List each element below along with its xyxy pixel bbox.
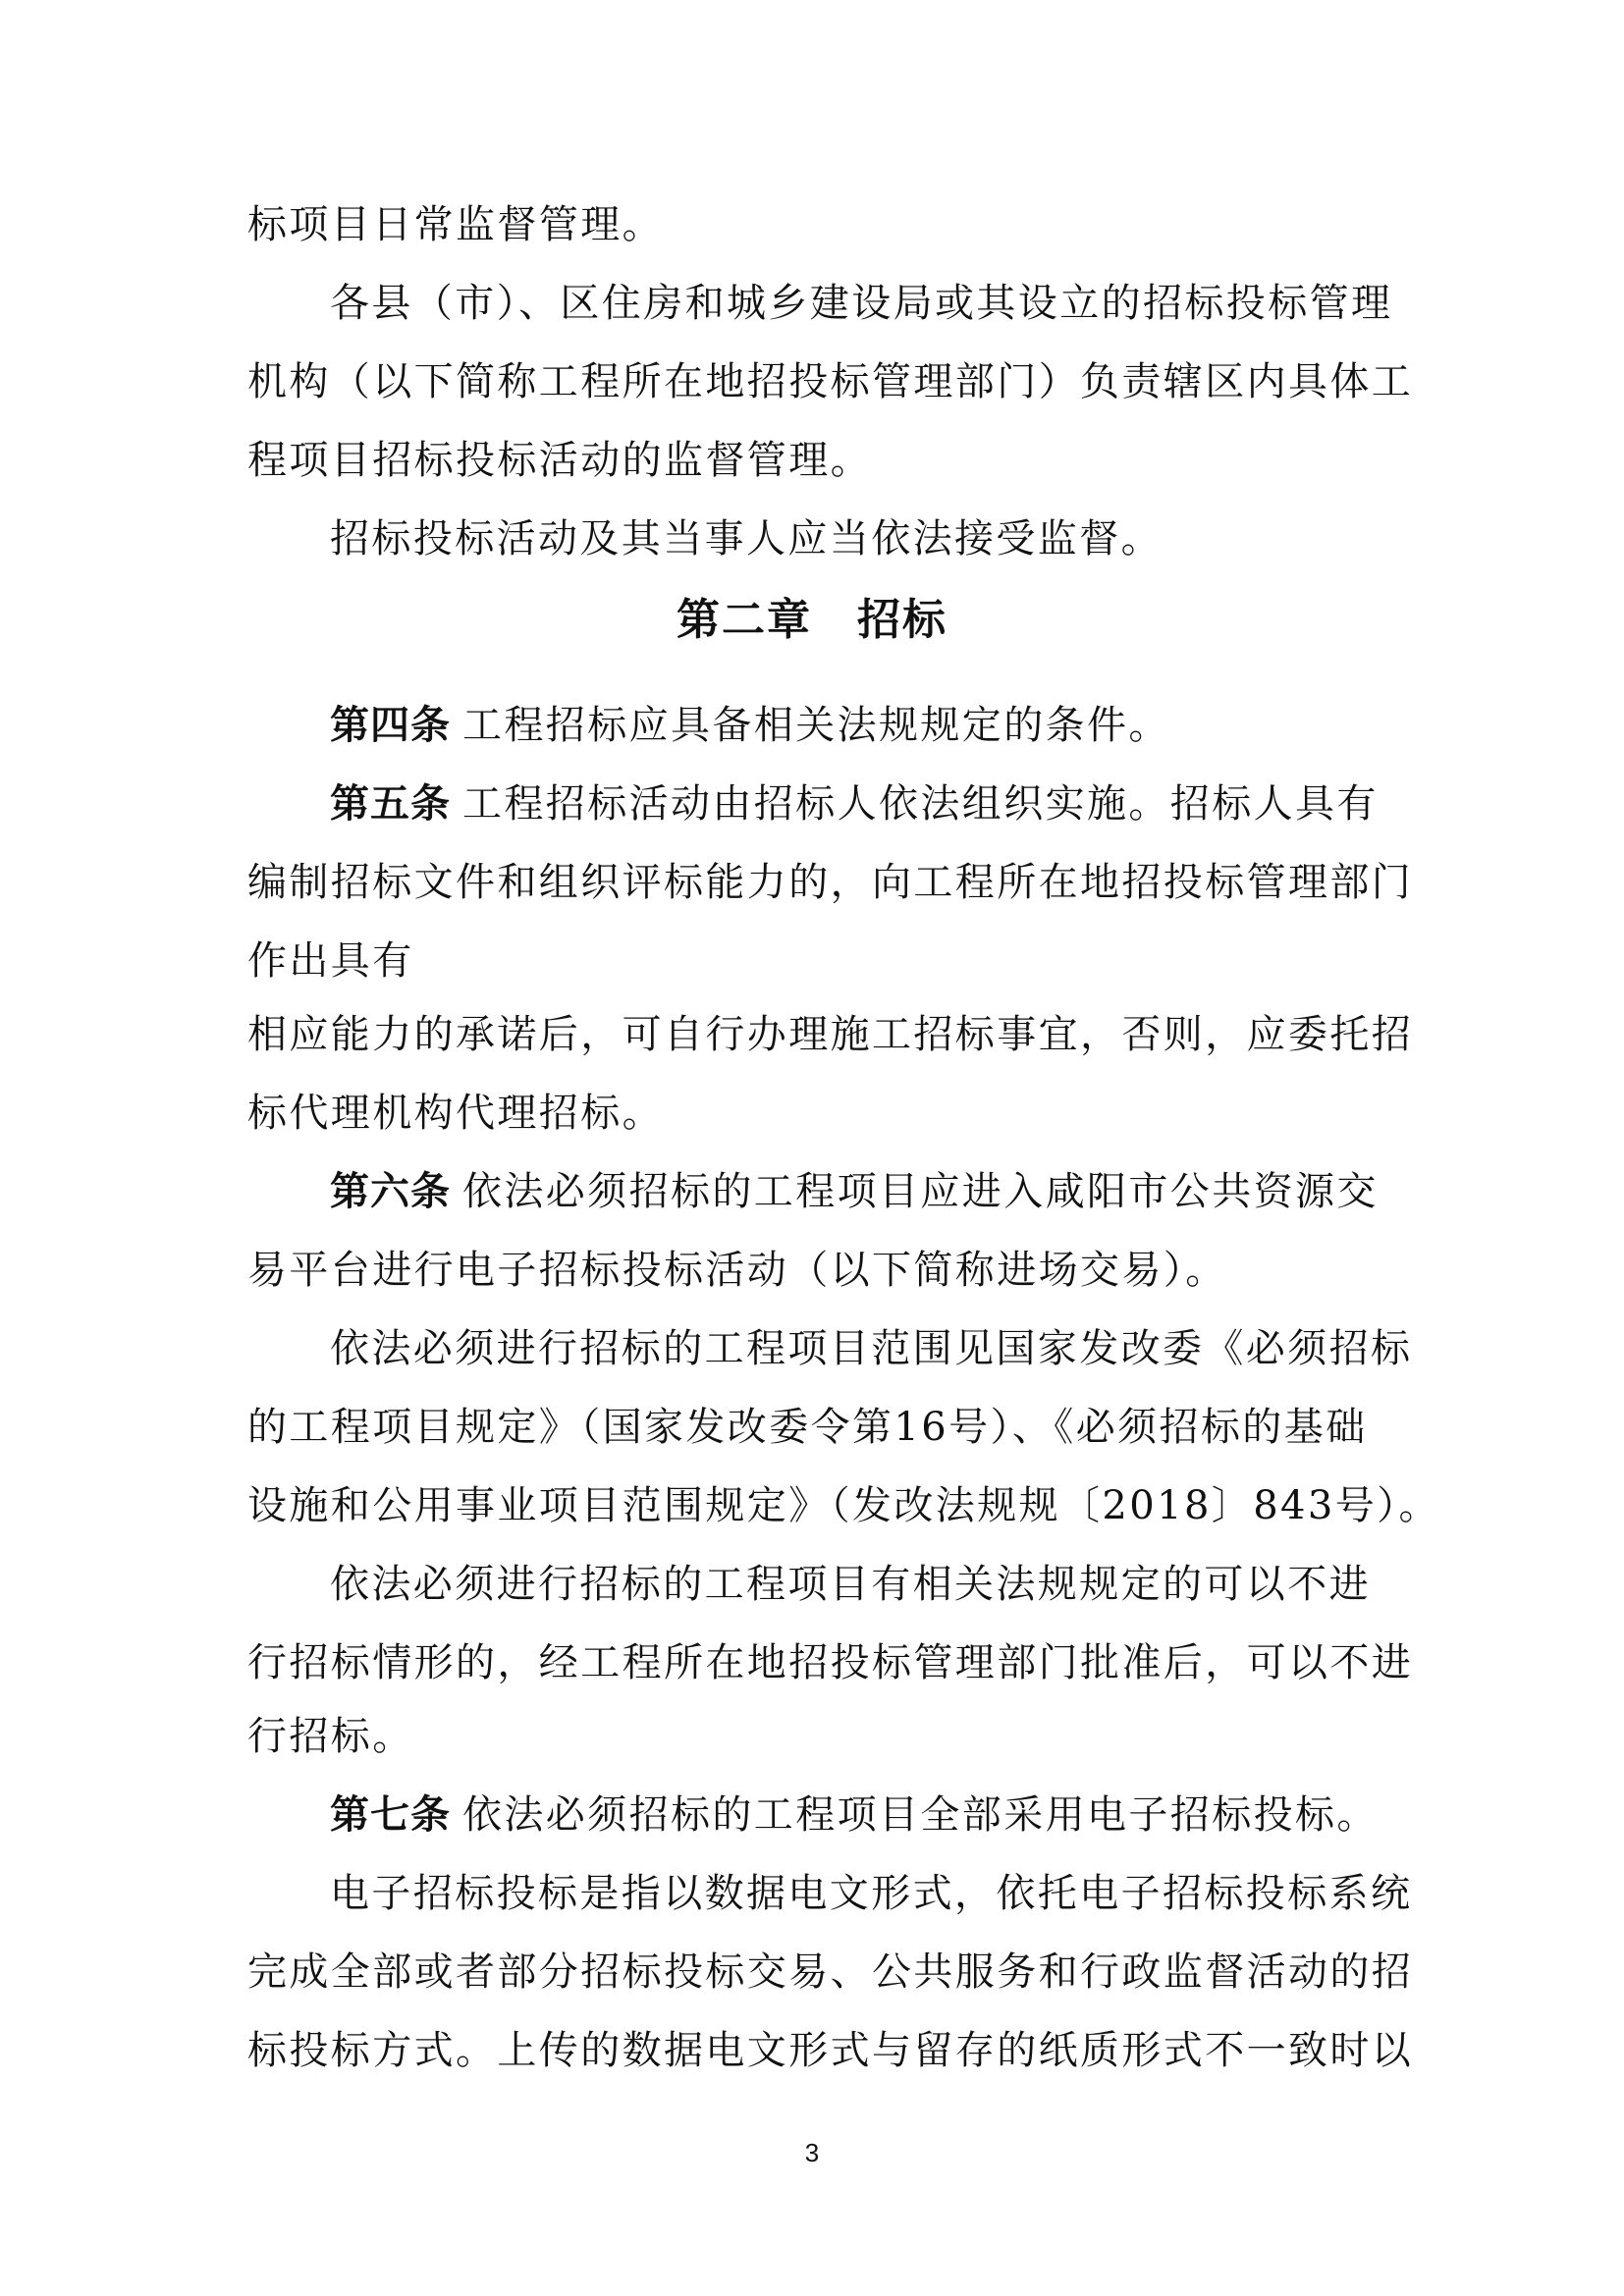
- paragraph-line: 完成全部或者部分招标投标交易、公共服务和行政监督活动的招: [247, 1949, 1414, 1995]
- article-text: 依法必须招标的工程项目全部采用电子招标投标。: [462, 1792, 1379, 1838]
- paragraph-line: 各县（市）、区住房和城乡建设局或其设立的招标投标管理: [330, 281, 1393, 326]
- chapter-heading: 第二章 招标: [677, 595, 947, 645]
- paragraph-line: 招标投标活动及其当事人应当依法接受监督。: [330, 516, 1163, 561]
- article-4: [330, 702, 1469, 749]
- article-6: [330, 1168, 1469, 1215]
- paragraph-line: 标投标方式。上传的数据电文形式与留存的纸质形式不一致时以: [247, 2028, 1414, 2073]
- paragraph-line: 作出具有: [247, 938, 414, 984]
- paragraph-line: 依法必须进行招标的工程项目有相关法规规定的可以不进: [330, 1562, 1371, 1607]
- paragraph-line: 机构（以下简称工程所在地招投标管理部门）负责辖区内具体工: [247, 359, 1414, 404]
- paragraph-line: 易平台进行电子招标投标活动（以下简称进场交易）。: [247, 1248, 1227, 1293]
- paragraph-line: 程项目招标投标活动的监督管理。: [247, 438, 872, 483]
- article-text: 依法必须招标的工程项目应进入咸阳市公共资源交: [462, 1169, 1379, 1214]
- paragraph-line: 依法必须进行招标的工程项目范围见国家发改委《必须招标: [330, 1326, 1413, 1371]
- article-text: 工程招标应具备相关法规规定的条件。: [462, 703, 1170, 748]
- article-number: 第六条: [330, 1169, 451, 1214]
- paragraph-line: 行招标。: [247, 1714, 414, 1759]
- paragraph-line: 的工程项目规定》（国家发改委令第16号）、《必须招标的基础: [247, 1405, 1368, 1450]
- paragraph-line: 行招标情形的，经工程所在地招投标管理部门批准后，可以不进: [247, 1640, 1414, 1685]
- paragraph-line: 设施和公用事业项目范围规定》（发改法规规〔2018〕843号）。: [247, 1483, 1440, 1528]
- article-7: [330, 1791, 1469, 1839]
- article-5: [330, 780, 1469, 828]
- paragraph-line: 标项目日常监督管理。: [247, 202, 664, 247]
- paragraph-line: 相应能力的承诺后，可自行办理施工招标事宜，否则，应委托招: [247, 1012, 1414, 1057]
- article-number: 第七条: [330, 1792, 451, 1838]
- article-number: 第五条: [330, 781, 451, 827]
- paragraph-line: 电子招标投标是指以数据电文形式，依托电子招标投标系统: [330, 1871, 1413, 1916]
- page-number: 3: [804, 2138, 820, 2167]
- paragraph-line: 编制招标文件和组织评标能力的，向工程所在地招投标管理部门: [247, 860, 1414, 905]
- article-number: 第四条: [330, 703, 451, 748]
- article-text: 工程招标活动由招标人依法组织实施。招标人具有: [462, 781, 1379, 827]
- paragraph-line: 标代理机构代理招标。: [247, 1091, 664, 1136]
